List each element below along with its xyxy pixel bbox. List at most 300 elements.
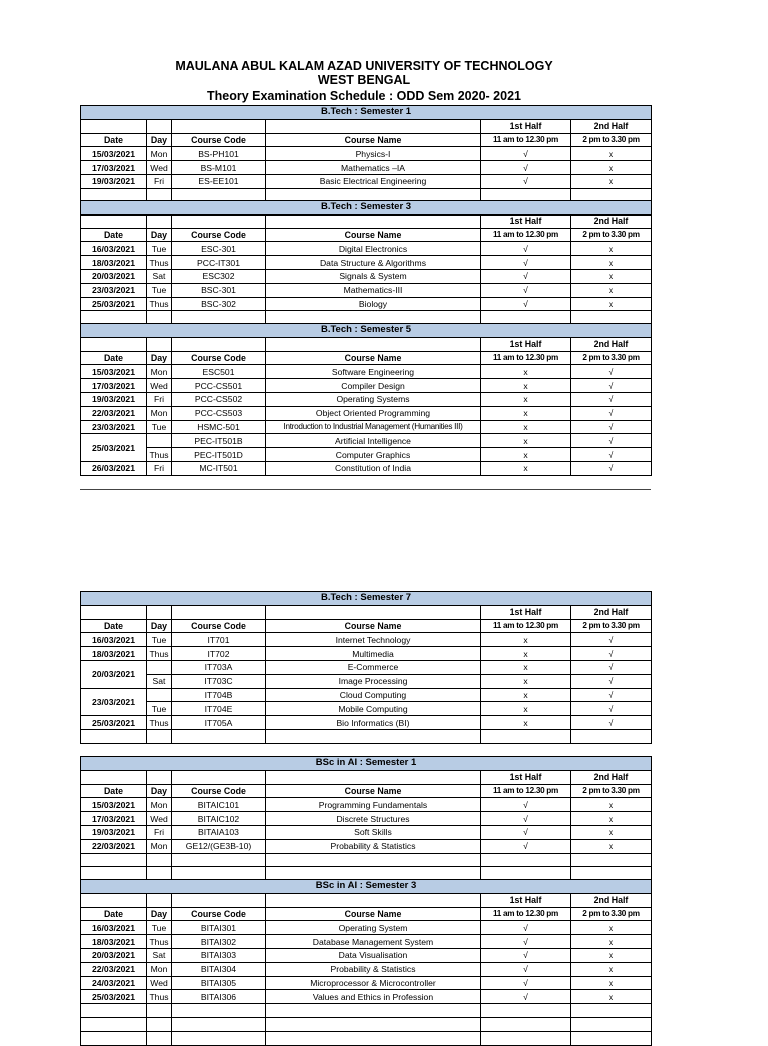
exam-day: Thus [147,716,172,730]
first-half-mark: √ [481,242,571,256]
first-half-mark: √ [481,825,571,839]
blank-cell [147,729,172,743]
course-code: BITAI306 [172,990,266,1004]
blank-cell [266,1017,481,1031]
course-code-header: Course Code [172,784,266,798]
exam-date: 15/03/2021 [81,147,147,161]
exam-date: 18/03/2021 [81,647,147,661]
table-row [81,297,652,311]
schedule-table [80,756,652,881]
blank-cell [147,337,172,351]
table-row [81,256,652,270]
state-title: WEST BENGAL [317,73,411,87]
course-name: Data Visualisation [266,948,481,962]
exam-day: Thus [147,990,172,1004]
second-half-mark: x [571,283,652,297]
table-row [81,147,652,161]
table-row [81,420,652,434]
exam-day: Fri [147,392,172,406]
blank-cell [147,605,172,619]
course-code-header: Course Code [172,907,266,921]
table-row [81,161,652,175]
table-row [81,976,652,990]
second-half-header: 2nd Half [571,770,652,784]
second-half-mark: x [571,948,652,962]
course-name: Artificial Intelligence [266,434,481,448]
blank-cell [571,853,652,867]
second-half-mark: x [571,174,652,188]
exam-date: 17/03/2021 [81,161,147,175]
first-half-mark: x [481,633,571,647]
course-code: BSC-301 [172,283,266,297]
second-half-mark: x [571,962,652,976]
course-code: BS-PH101 [172,147,266,161]
first-half-mark: x [481,688,571,702]
blank-cell [81,853,147,867]
course-code: IT702 [172,647,266,661]
blank-cell [481,1017,571,1031]
exam-date: 15/03/2021 [81,798,147,812]
table-title-row [81,106,652,120]
exam-day: Thus [147,647,172,661]
course-name: Mathematics –IA [266,161,481,175]
course-name: Programming Fundamentals [266,798,481,812]
exam-date: 26/03/2021 [81,461,147,475]
course-code: BITAIA103 [172,825,266,839]
exam-date: 22/03/2021 [81,406,147,420]
blank-cell [81,770,147,784]
table-title: B.Tech : Semester 7 [81,592,652,606]
second-half-time-header: 2 pm to 3.30 pm [571,907,652,921]
day-header: Day [147,228,172,242]
first-half-mark: √ [481,297,571,311]
course-code: IT701 [172,633,266,647]
second-half-mark: √ [571,688,652,702]
blank-cell [172,337,266,351]
course-name: Bio Informatics (BI) [266,716,481,730]
half-header-row [81,770,652,784]
course-code: ESC-301 [172,242,266,256]
exam-date: 20/03/2021 [81,948,147,962]
course-name: Software Engineering [266,365,481,379]
course-name: Image Processing [266,674,481,688]
blank-cell [172,770,266,784]
half-header-row [81,119,652,133]
course-code: BITAI302 [172,935,266,949]
exam-day: Mon [147,365,172,379]
course-name: Constitution of India [266,461,481,475]
course-code: MC-IT501 [172,461,266,475]
half-header-row [81,605,652,619]
exam-date: 25/03/2021 [81,990,147,1004]
second-half-mark: √ [571,702,652,716]
exam-date: 17/03/2021 [81,812,147,826]
schedule-table [80,323,652,476]
second-half-time-header: 2 pm to 3.30 pm [571,228,652,242]
second-half-mark: √ [571,674,652,688]
second-half-mark: √ [571,392,652,406]
first-half-mark: x [481,647,571,661]
course-code: BITAI305 [172,976,266,990]
table-row [81,283,652,297]
first-half-mark: √ [481,962,571,976]
second-half-mark: √ [571,379,652,393]
date-header: Date [81,619,147,633]
blank-cell [172,119,266,133]
exam-day [147,434,172,448]
exam-date: 20/03/2021 [81,660,147,688]
course-name: Signals & System [266,269,481,283]
blank-cell [147,1017,172,1031]
first-half-time-header: 11 am to 12.30 pm [481,133,571,147]
course-code: BS-M101 [172,161,266,175]
exam-day: Mon [147,406,172,420]
blank-cell [172,853,266,867]
course-code: IT705A [172,716,266,730]
exam-day: Sat [147,269,172,283]
course-code: BITAIC102 [172,812,266,826]
course-name: Microprocessor & Microcontroller [266,976,481,990]
second-half-mark: x [571,812,652,826]
course-name: Digital Electronics [266,242,481,256]
second-half-mark: x [571,798,652,812]
exam-day: Thus [147,935,172,949]
course-code-header: Course Code [172,619,266,633]
course-name: Operating System [266,921,481,935]
course-code-header: Course Code [172,228,266,242]
table-title-row [81,757,652,771]
first-half-header: 1st Half [481,770,571,784]
exam-day [147,688,172,702]
table-row [81,702,652,716]
exam-day: Tue [147,283,172,297]
date-header: Date [81,228,147,242]
blank-cell [81,729,147,743]
table-title: B.Tech : Semester 1 [81,106,652,120]
second-half-mark: √ [571,420,652,434]
empty-row [81,1004,652,1018]
exam-day: Mon [147,798,172,812]
course-code: BITAIC101 [172,798,266,812]
table-row [81,798,652,812]
exam-date: 23/03/2021 [81,283,147,297]
first-half-header: 1st Half [481,337,571,351]
blank-cell [147,1004,172,1018]
first-half-mark: √ [481,990,571,1004]
table-row [81,448,652,462]
section-divider [80,489,651,490]
course-code: HSMC-501 [172,420,266,434]
second-half-header: 2nd Half [571,119,652,133]
course-code: BSC-302 [172,297,266,311]
schedule-table [80,879,652,1046]
table-row [81,269,652,283]
blank-cell [266,337,481,351]
second-half-mark: x [571,147,652,161]
blank-cell [147,119,172,133]
blank-cell [172,729,266,743]
second-half-mark: √ [571,448,652,462]
date-header: Date [81,133,147,147]
course-code: PCC-CS502 [172,392,266,406]
first-half-mark: √ [481,283,571,297]
date-header: Date [81,907,147,921]
first-half-header: 1st Half [481,893,571,907]
course-name: Multimedia [266,647,481,661]
table-row [81,688,652,702]
second-half-time-header: 2 pm to 3.30 pm [571,784,652,798]
course-name: Biology [266,297,481,311]
blank-cell [81,893,147,907]
first-half-mark: x [481,660,571,674]
exam-day: Mon [147,962,172,976]
table-title: BSc in AI : Semester 3 [81,880,652,894]
blank-cell [266,119,481,133]
blank-cell [266,605,481,619]
blank-cell [147,853,172,867]
blank-cell [571,1017,652,1031]
exam-date: 23/03/2021 [81,688,147,716]
blank-cell [147,1031,172,1045]
column-header-row [81,133,652,147]
course-name: Introduction to Industrial Management (Humanities III) [266,420,481,434]
blank-cell [266,1004,481,1018]
exam-date: 15/03/2021 [81,365,147,379]
course-name-header: Course Name [266,351,481,365]
course-name: Soft Skills [266,825,481,839]
course-name: E-Commerce [266,660,481,674]
course-code: IT703C [172,674,266,688]
table-row [81,716,652,730]
exam-date: 19/03/2021 [81,174,147,188]
exam-day: Mon [147,147,172,161]
blank-cell [266,214,481,228]
second-half-mark: √ [571,461,652,475]
exam-day: Wed [147,379,172,393]
blank-cell [147,893,172,907]
second-half-mark: √ [571,716,652,730]
table-row [81,461,652,475]
second-half-time-header: 2 pm to 3.30 pm [571,619,652,633]
blank-cell [172,893,266,907]
exam-day: Wed [147,976,172,990]
first-half-mark: √ [481,839,571,853]
course-name-header: Course Name [266,133,481,147]
second-half-mark: √ [571,660,652,674]
table-row [81,242,652,256]
exam-day [147,660,172,674]
first-half-mark: √ [481,798,571,812]
course-code: PEC-IT501B [172,434,266,448]
table-row [81,406,652,420]
exam-date: 19/03/2021 [81,825,147,839]
second-half-mark: x [571,825,652,839]
schedule-table [80,200,652,325]
course-code: ES-EE101 [172,174,266,188]
exam-date: 16/03/2021 [81,633,147,647]
exam-day: Tue [147,242,172,256]
exam-day: Thus [147,448,172,462]
blank-cell [481,729,571,743]
first-half-mark: √ [481,269,571,283]
exam-date: 23/03/2021 [81,420,147,434]
course-code: ESC501 [172,365,266,379]
course-name-header: Course Name [266,619,481,633]
blank-cell [81,1031,147,1045]
blank-cell [147,770,172,784]
course-code: PCC-CS503 [172,406,266,420]
second-half-mark: √ [571,647,652,661]
course-name: Probability & Statistics [266,962,481,976]
first-half-time-header: 11 am to 12.30 pm [481,351,571,365]
first-half-mark: √ [481,256,571,270]
exam-day: Wed [147,161,172,175]
first-half-mark: x [481,379,571,393]
day-header: Day [147,133,172,147]
course-name: Probability & Statistics [266,839,481,853]
second-half-mark: x [571,921,652,935]
first-half-mark: √ [481,948,571,962]
table-title: B.Tech : Semester 5 [81,324,652,338]
blank-cell [266,729,481,743]
blank-cell [81,1017,147,1031]
empty-row [81,1017,652,1031]
first-half-mark: x [481,420,571,434]
table-row [81,647,652,661]
table-row [81,839,652,853]
blank-cell [571,1004,652,1018]
table-row [81,935,652,949]
course-code: PCC-CS501 [172,379,266,393]
blank-cell [266,1031,481,1045]
second-half-mark: x [571,256,652,270]
first-half-header: 1st Half [481,605,571,619]
blank-cell [481,853,571,867]
first-half-mark: √ [481,174,571,188]
first-half-mark: √ [481,921,571,935]
course-name: Database Management System [266,935,481,949]
second-half-mark: √ [571,365,652,379]
table-row [81,434,652,448]
table-row [81,990,652,1004]
day-header: Day [147,619,172,633]
second-half-mark: x [571,976,652,990]
blank-cell [266,853,481,867]
first-half-mark: x [481,392,571,406]
exam-day: Sat [147,674,172,688]
blank-cell [81,1004,147,1018]
exam-date: 22/03/2021 [81,839,147,853]
second-half-header: 2nd Half [571,337,652,351]
table-row [81,948,652,962]
course-code: BITAI301 [172,921,266,935]
exam-date: 25/03/2021 [81,297,147,311]
exam-date: 25/03/2021 [81,434,147,462]
column-header-row [81,619,652,633]
course-code-header: Course Code [172,351,266,365]
second-half-time-header: 2 pm to 3.30 pm [571,133,652,147]
second-half-mark: x [571,269,652,283]
column-header-row [81,907,652,921]
first-half-mark: x [481,448,571,462]
blank-cell [81,214,147,228]
first-half-time-header: 11 am to 12.30 pm [481,228,571,242]
column-header-row [81,784,652,798]
exam-date: 18/03/2021 [81,256,147,270]
blank-cell [571,1031,652,1045]
blank-cell [172,1031,266,1045]
table-title: B.Tech : Semester 3 [81,201,652,215]
day-header: Day [147,351,172,365]
first-half-time-header: 11 am to 12.30 pm [481,907,571,921]
exam-date: 17/03/2021 [81,379,147,393]
course-code: ESC302 [172,269,266,283]
course-name: Operating Systems [266,392,481,406]
second-half-mark: x [571,935,652,949]
course-code-header: Course Code [172,133,266,147]
first-half-mark: √ [481,812,571,826]
first-half-mark: x [481,702,571,716]
course-name: Internet Technology [266,633,481,647]
second-half-mark: √ [571,633,652,647]
exam-day: Fri [147,461,172,475]
day-header: Day [147,907,172,921]
first-half-time-header: 11 am to 12.30 pm [481,784,571,798]
schedule-table [80,591,652,744]
course-name: Mobile Computing [266,702,481,716]
course-code: PEC-IT501D [172,448,266,462]
second-half-mark: √ [571,434,652,448]
second-half-mark: x [571,839,652,853]
blank-cell [81,337,147,351]
course-name: Object Oriented Programming [266,406,481,420]
table-row [81,392,652,406]
course-name-header: Course Name [266,228,481,242]
exam-date: 19/03/2021 [81,392,147,406]
table-title-row [81,592,652,606]
exam-day: Thus [147,256,172,270]
second-half-mark: x [571,242,652,256]
course-name-header: Course Name [266,907,481,921]
table-row [81,633,652,647]
blank-cell [172,1017,266,1031]
course-name: Computer Graphics [266,448,481,462]
second-half-mark: √ [571,406,652,420]
table-row [81,962,652,976]
half-header-row [81,893,652,907]
first-half-mark: √ [481,976,571,990]
date-header: Date [81,351,147,365]
exam-day: Mon [147,839,172,853]
schedule-subtitle: Theory Examination Schedule : ODD Sem 2020- 2021 [206,89,521,103]
exam-day: Thus [147,297,172,311]
blank-cell [172,1004,266,1018]
course-name: Cloud Computing [266,688,481,702]
course-code: BITAI303 [172,948,266,962]
course-name: Data Structure & Algorithms [266,256,481,270]
table-row [81,921,652,935]
first-half-mark: x [481,406,571,420]
column-header-row [81,351,652,365]
blank-cell [172,214,266,228]
table-row [81,365,652,379]
course-code: GE12/(GE3B-10) [172,839,266,853]
exam-date: 16/03/2021 [81,242,147,256]
table-row [81,379,652,393]
blank-cell [81,119,147,133]
course-name: Values and Ethics in Profession [266,990,481,1004]
first-half-mark: √ [481,935,571,949]
